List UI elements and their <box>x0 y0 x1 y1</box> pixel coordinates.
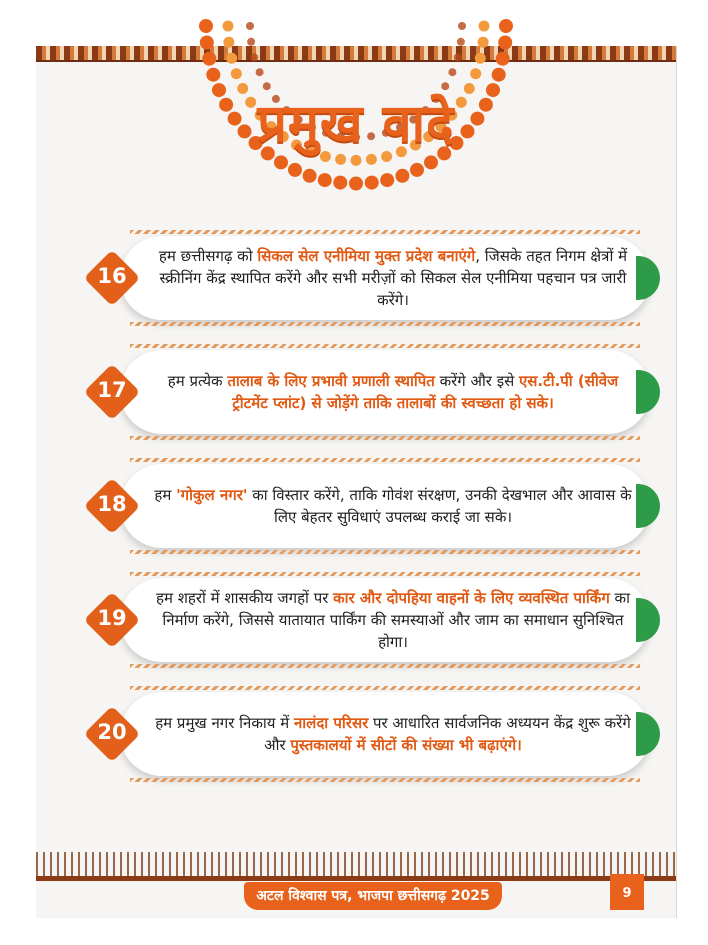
promise-text-segment: हम छत्तीसगढ़ को <box>158 247 258 265</box>
promise-number-badge <box>88 482 136 530</box>
promise-card <box>97 350 660 434</box>
bottom-decorative-border <box>36 852 676 878</box>
zigzag-border-bottom <box>130 322 640 326</box>
promise-text <box>150 692 636 776</box>
highlighted-text: 'गोकुल नगर' <box>176 486 248 504</box>
promise-text-segment: का निर्माण करेंगे, जिससे यातायात पार्किंग की समस्याओं और जाम का समाधान सुनिश्चित होगा। <box>162 589 630 651</box>
promise-number-badge <box>88 596 136 644</box>
highlighted-text: सिकल सेल एनीमिया मुक्त प्रदेश बनाएंगे <box>257 247 476 265</box>
promise-card <box>97 692 660 776</box>
promise-number: 16 <box>97 264 127 288</box>
promise-text-segment: पर आधारित सार्वजनिक अध्ययन केंद्र शुरू करेंगे और <box>264 714 631 754</box>
promise-text-segment: हम प्रत्येक <box>167 372 228 390</box>
promise-card <box>97 578 660 662</box>
zigzag-border-bottom <box>130 778 640 782</box>
promise-card <box>97 464 660 548</box>
promise-number: 17 <box>97 378 127 402</box>
zigzag-border-top <box>130 458 640 462</box>
promise-number-badge <box>88 368 136 416</box>
promise-text-segment: का विस्तार करेंगे, ताकि गोवंश संरक्षण, उनकी देखभाल और आवास के लिए बेहतर सुविधाएं उपलब्ध कराई जा सके। <box>247 486 632 526</box>
promise-number-badge <box>88 254 136 302</box>
zigzag-border-top <box>130 344 640 348</box>
bottom-divider-line <box>36 876 676 881</box>
green-accent-tab <box>636 256 660 300</box>
promise-text <box>150 236 636 320</box>
zigzag-border-bottom <box>130 436 640 440</box>
zigzag-border-top <box>130 230 640 234</box>
promise-text-segment: , जिसके तहत निगम क्षेत्रों में स्क्रीनिंग केंद्र स्थापित करेंगे और सभी मरीज़ों को सिकल सेल एनीमिया पहचान पत्र जारी करेंगे। <box>159 247 628 309</box>
footer-title: अटल विश्वास पत्र, भाजपा छत्तीसगढ़ 2025 <box>244 882 502 910</box>
promise-text-segment: हम शहरों में शासकीय जगहों पर <box>156 589 334 607</box>
promise-text <box>150 350 636 434</box>
zigzag-border-top <box>130 572 640 576</box>
highlighted-text: एस.टी.पी (सीवेज ट्रीटमेंट प्लांट) से जोड़ेंगे ताकि तालाबों की स्वच्छता हो सके। <box>232 372 619 412</box>
highlighted-text: तालाब के लिए प्रभावी प्रणाली स्थापित <box>227 372 435 390</box>
green-accent-tab <box>636 370 660 414</box>
green-accent-tab <box>636 712 660 756</box>
promise-text <box>150 464 636 548</box>
promise-text-segment: करेंगे और इसे <box>434 372 519 390</box>
highlighted-text: कार और दोपहिया वाहनों के लिए व्यवस्थित पार्किंग <box>333 589 610 607</box>
zigzag-border-bottom <box>130 664 640 668</box>
green-accent-tab <box>636 598 660 642</box>
promise-text-segment: हम प्रमुख नगर निकाय में <box>155 714 294 732</box>
page-number: 9 <box>610 874 644 910</box>
promise-number: 18 <box>97 492 127 516</box>
promise-number: 20 <box>97 720 127 744</box>
highlighted-text: नालंदा परिसर <box>293 714 369 732</box>
promise-number-badge <box>88 710 136 758</box>
zigzag-border-top <box>130 686 640 690</box>
promise-text <box>150 578 636 662</box>
document-page <box>36 46 677 918</box>
promise-card <box>97 236 660 320</box>
green-accent-tab <box>636 484 660 528</box>
promise-number: 19 <box>97 606 127 630</box>
zigzag-border-bottom <box>130 550 640 554</box>
promise-text-segment: हम <box>154 486 177 504</box>
page-title: प्रमुख वादे <box>257 94 455 154</box>
highlighted-text: पुस्तकालयों में सीटों की संख्या भी बढ़ाएंगे। <box>290 736 522 754</box>
